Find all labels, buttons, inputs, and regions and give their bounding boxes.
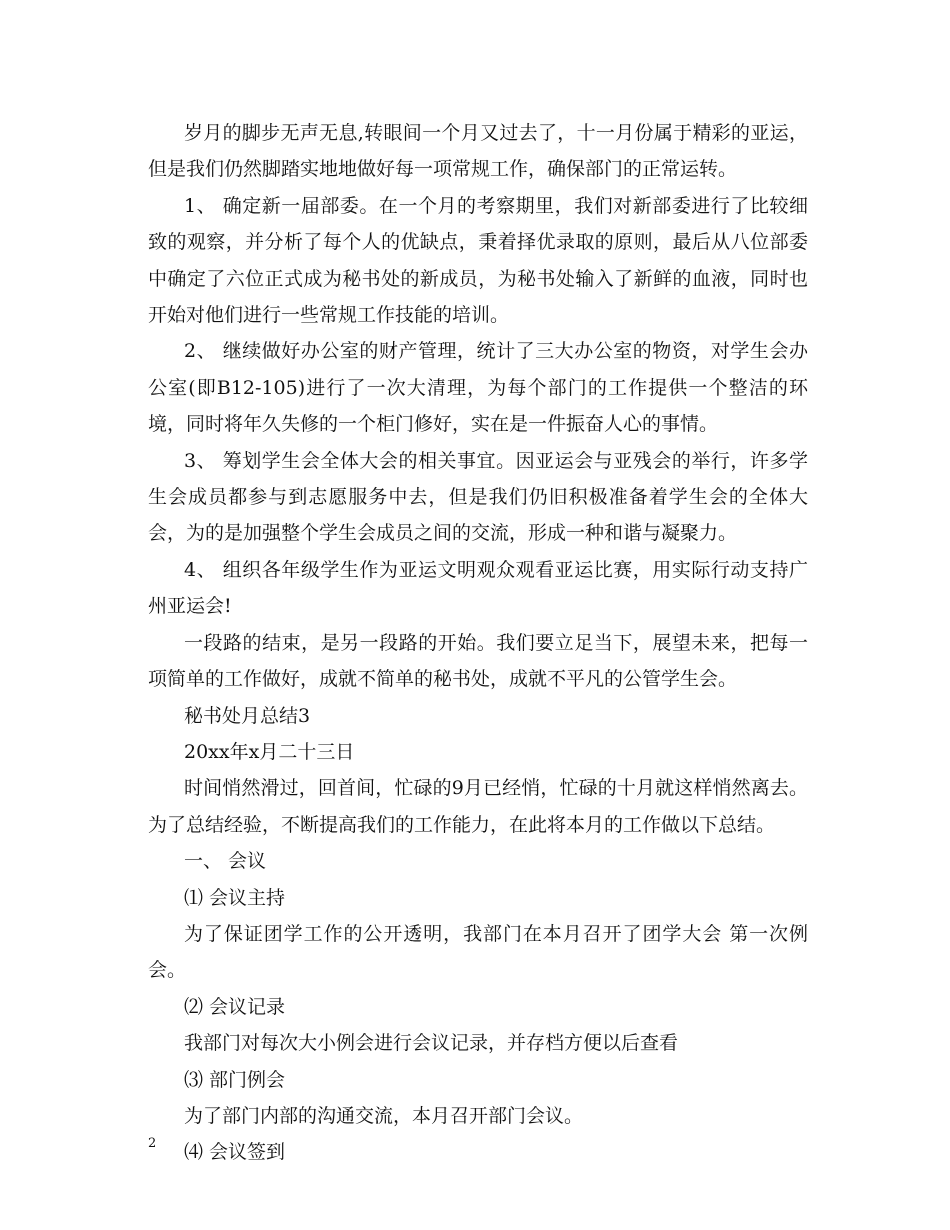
document-body — [148, 115, 808, 1171]
paragraph: 1、 确定新一届部委。在一个月的考察期里，我们对新部委进行了比较细致的观察，并分析了每个人的优缺点，秉着择优录取的原则，最后从八位部委中确定了六位正式成为秘书处的新成员，为秘书处输入了新鲜的血液，同时也开始对他们进行一些常规工作技能的培训。 — [148, 194, 808, 327]
sub-item-heading: ⑴ 会议主持 — [184, 886, 286, 909]
paragraph: 为了保证团学工作的公开透明，我部门在本月召开了团学大会 第一次例会。 — [148, 922, 808, 982]
paragraph: 时间悄然滑过，回首间，忙碌的9月已经悄，忙碌的十月就这样悄然离去。为了总结经验，不断提高我们的工作能力，在此将本月的工作做以下总结。 — [148, 777, 808, 836]
page-number: 2 — [148, 1136, 157, 1151]
paragraph: 为了部门内部的沟通交流，本月召开部门会议。 — [184, 1104, 584, 1127]
sub-item-heading: ⑵ 会议记录 — [184, 995, 286, 1018]
paragraph: 我部门对每次大小例会进行会议记录，并存档方便以后查看 — [184, 1032, 679, 1055]
paragraph: 4、 组织各年级学生作为亚运文明观众观看亚运比赛，用实际行动支持广州亚运会! — [148, 558, 808, 618]
paragraph: 2、 继续做好办公室的财产管理，统计了三大办公室的物资，对学生会办公室(即B12-105)进行了一次大清理，为每个部门的工作提供一个整洁的环境，同时将年久失修的一个柜门修好，实在是一件振奋人心的事情。 — [148, 340, 808, 436]
paragraph: 3、 筹划学生会全体大会的相关事宜。因亚运会与亚残会的举行，许多学生会成员都参与到志愿服务中去，但是我们仍旧积极准备着学生会的全体大会，为的是加强整个学生会成员之间的交流，形成一种和谐与凝聚力。 — [148, 449, 808, 545]
sub-item-heading: ⑷ 会议签到 — [184, 1141, 286, 1164]
list-heading: 一、 会议 — [184, 850, 267, 873]
section-heading: 秘书处月总结3 — [184, 704, 311, 727]
paragraph: 一段路的结束，是另一段路的开始。我们要立足当下，展望未来，把每一项简单的工作做好，成就不简单的秘书处，成就不平凡的公管学生会。 — [148, 631, 808, 691]
paragraph: 岁月的脚步无声无息,转眼间一个月又过去了，十一月份属于精彩的亚运，但是我们仍然脚踏实地地做好每一项常规工作，确保部门的正常运转。 — [148, 122, 808, 181]
date-line: 20xx年x月二十三日 — [184, 740, 355, 763]
sub-item-heading: ⑶ 部门例会 — [184, 1068, 286, 1091]
